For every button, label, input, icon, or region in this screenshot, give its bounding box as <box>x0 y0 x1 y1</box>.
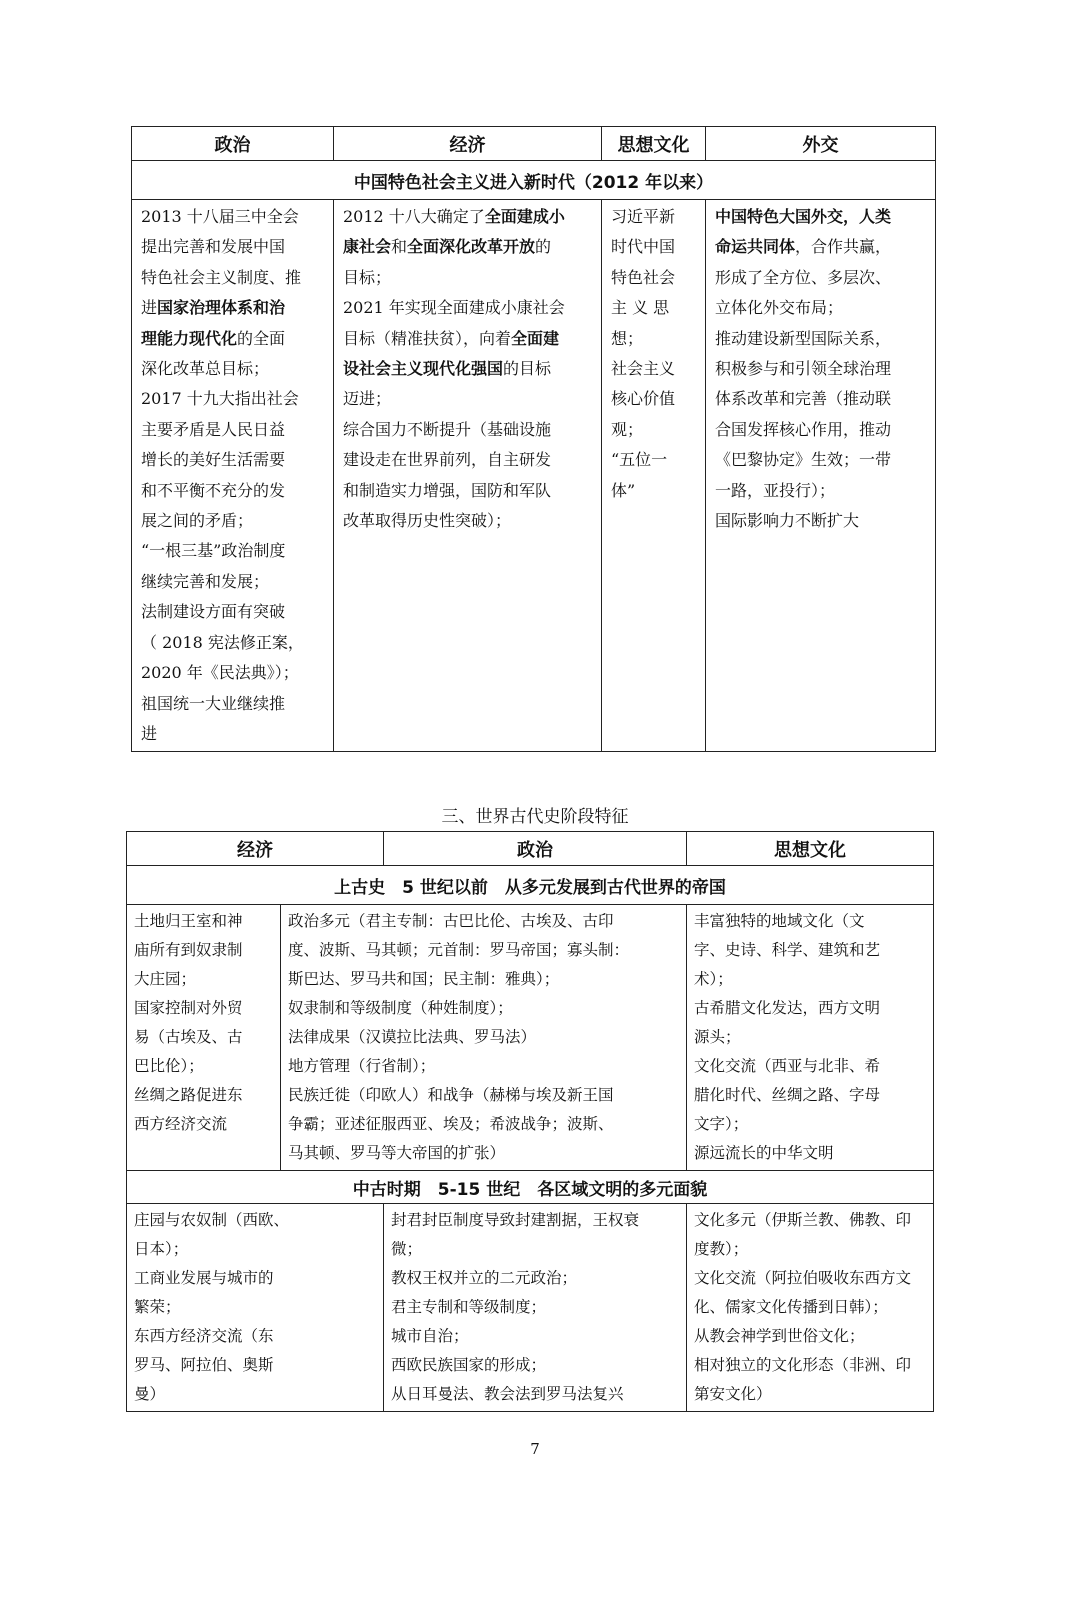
content-row <box>132 200 936 752</box>
ancient-world-table <box>126 831 934 1412</box>
text-line: 迈进； <box>343 389 392 409</box>
period-title: 上古史 5 世纪以前 从多元发展到古代世界的帝国 <box>127 866 934 905</box>
text-line: 庙所有到奴隶制 <box>134 941 243 959</box>
text-line: 2013 十八届三中全会 <box>141 207 299 226</box>
text-line: 奴隶制和等级制度（种姓制度）； <box>288 999 513 1017</box>
text-line: 体系改革和完善（推动联 <box>715 389 892 409</box>
text-line: 《巴黎协定》生效；一带 <box>715 450 892 470</box>
text-line: 字、史诗、科学、建筑和艺 <box>694 941 881 959</box>
text-line: 城市自治； <box>391 1327 469 1345</box>
text-line: 特色社会 <box>611 267 676 287</box>
text-line: 斯巴达、罗马共和国；民主制：雅典）； <box>288 970 560 988</box>
text-line: 一路，亚投行）； <box>715 480 836 500</box>
content-row <box>127 1204 934 1412</box>
text-line: 庄园与农奴制（西欧、 <box>134 1211 290 1229</box>
text-line: 想； <box>611 328 644 348</box>
text-line: 进 <box>141 723 158 743</box>
text-line: 理能力现代化的全面 <box>141 328 286 348</box>
text-line: 巴比伦）； <box>134 1057 204 1075</box>
text-line: 和不平衡不充分的发 <box>141 480 286 500</box>
text-line: 主 义 思 <box>611 298 670 318</box>
content-row <box>127 905 934 1171</box>
new-era-table <box>131 126 936 752</box>
text-line: “五位一 <box>611 450 668 470</box>
text-line: 继续完善和发展； <box>141 571 270 591</box>
text-line: 2012 十八大确定了全面建成小 <box>343 207 565 226</box>
text-line: 法制建设方面有突破 <box>141 602 286 622</box>
col-header-politics: 政治 <box>384 832 687 866</box>
text-line: 特色社会主义制度、推 <box>141 267 302 287</box>
text-line: 教权王权并立的二元政治； <box>391 1269 578 1287</box>
text-line: 改革取得历史性突破）； <box>343 511 512 531</box>
period-title: 中古时期 5-15 世纪 各区域文明的多元面貌 <box>127 1171 934 1204</box>
text-line: 核心价值 <box>611 389 676 409</box>
page-number: 7 <box>530 1440 540 1458</box>
text-line: 目标； <box>343 267 392 287</box>
text-line: 第安文化） <box>694 1385 772 1403</box>
text-line: （ 2018 宪法修正案， <box>141 632 304 652</box>
text-line: 展之间的矛盾； <box>141 511 254 531</box>
text-line: 习近平新 <box>611 207 676 226</box>
text-line: 综合国力不断提升（基础设施 <box>343 419 552 439</box>
col-header-economy: 经济 <box>127 832 384 866</box>
text-line: 建设走在世界前列，自主研发 <box>343 450 552 470</box>
text-line: 增长的美好生活需要 <box>141 450 286 470</box>
header-row <box>127 832 934 866</box>
economy-cell <box>127 905 281 1171</box>
text-line: 提出完善和发展中国 <box>141 237 286 257</box>
period-row <box>132 161 936 200</box>
politics-cell <box>132 200 334 752</box>
text-line: 文化多元（伊斯兰教、佛教、印 <box>694 1211 912 1229</box>
text-line: 曼） <box>134 1385 166 1403</box>
text-line: 国家控制对外贸 <box>134 999 243 1017</box>
text-line: 2017 十九大指出社会 <box>141 389 299 409</box>
text-line: 法律成果（汉谟拉比法典、罗马法） <box>288 1028 537 1046</box>
politics-cell <box>281 905 687 1171</box>
economy-cell <box>334 200 602 752</box>
text-line: 君主专制和等级制度； <box>391 1298 547 1316</box>
text-line: 2021 年实现全面建成小康社会 <box>343 298 565 318</box>
col-header-politics: 政治 <box>132 127 334 161</box>
text-line: 康社会和全面深化改革开放的 <box>343 237 552 257</box>
text-line: 争霸；亚述征服西亚、埃及；希波战争；波斯、 <box>288 1115 614 1133</box>
text-line: 古希腊文化发达，西方文明 <box>694 999 881 1017</box>
text-line: 目标（精准扶贫），向着全面建 <box>343 328 560 348</box>
text-line: 和制造实力增强，国防和军队 <box>343 480 552 500</box>
text-line: 文字）； <box>694 1115 749 1133</box>
section-title: 三、世界古代史阶段特征 <box>441 807 629 827</box>
text-line: 命运共同体，合作共赢， <box>715 237 892 257</box>
text-line: 罗马、阿拉伯、奥斯 <box>134 1356 274 1374</box>
col-header-culture: 思想文化 <box>602 127 706 161</box>
text-line: 丰富独特的地域文化（文 <box>694 912 865 930</box>
text-line: 封君封臣制度导致封建割据，王权衰 <box>391 1211 640 1229</box>
col-header-economy: 经济 <box>334 127 602 161</box>
text-line: 祖国统一大业继续推 <box>141 693 286 713</box>
text-line: 深化改革总目标； <box>141 359 270 379</box>
text-line: 体” <box>611 480 636 500</box>
politics-cell <box>384 1204 687 1412</box>
text-line: 国际影响力不断扩大 <box>715 511 860 531</box>
diplomacy-cell <box>706 200 936 752</box>
text-line: 源头； <box>694 1028 741 1046</box>
text-line: 地方管理（行省制）； <box>288 1057 436 1075</box>
text-line: 术）； <box>694 970 733 988</box>
text-line: 大庄园； <box>134 970 197 988</box>
text-line: 从教会神学到世俗文化； <box>694 1327 865 1345</box>
text-line: 政治多元（君主专制：古巴比伦、古埃及、古印 <box>288 912 614 930</box>
text-line: “一根三基”政治制度 <box>141 541 286 561</box>
text-line: 进国家治理体系和治 <box>141 298 286 318</box>
text-line: 土地归王室和神 <box>134 912 243 930</box>
period-title: 中国特色社会主义进入新时代（2012 年以来） <box>132 161 936 200</box>
text-line: 微； <box>391 1240 423 1258</box>
text-line: 形成了全方位、多层次、 <box>715 267 892 287</box>
text-line: 从日耳曼法、教会法到罗马法复兴 <box>391 1385 624 1403</box>
col-header-diplomacy: 外交 <box>706 127 936 161</box>
text-line: 度教）； <box>694 1240 749 1258</box>
culture-cell <box>687 1204 934 1412</box>
text-line: 源远流长的中华文明 <box>694 1144 834 1162</box>
text-line: 繁荣； <box>134 1298 181 1316</box>
text-line: 积极参与和引领全球治理 <box>715 359 892 379</box>
header-row <box>132 127 936 161</box>
text-line: 立体化外交布局； <box>715 298 844 318</box>
text-line: 日本）； <box>134 1240 189 1258</box>
text-line: 西欧民族国家的形成； <box>391 1356 547 1374</box>
text-line: 丝绸之路促进东 <box>134 1086 243 1104</box>
col-header-culture: 思想文化 <box>687 832 934 866</box>
text-line: 中国特色大国外交，人类 <box>715 207 892 226</box>
period-row <box>127 866 934 905</box>
text-line: 度、波斯、马其顿；元首制：罗马帝国；寡头制： <box>288 941 630 959</box>
economy-cell <box>127 1204 384 1412</box>
culture-cell <box>687 905 934 1171</box>
text-line: 民族迁徙（印欧人）和战争（赫梯与埃及新王国 <box>288 1086 614 1104</box>
text-line: 化、儒家文化传播到日韩）； <box>694 1298 888 1316</box>
text-line: 东西方经济交流（东 <box>134 1327 274 1345</box>
text-line: 社会主义 <box>611 359 676 379</box>
text-line: 易（古埃及、古 <box>134 1028 243 1046</box>
text-line: 文化交流（阿拉伯吸收东西方文 <box>694 1269 912 1287</box>
period-row <box>127 1171 934 1204</box>
text-line: 西方经济交流 <box>134 1115 228 1133</box>
text-line: 工商业发展与城市的 <box>134 1269 274 1287</box>
text-line: 2020 年《民法典》）； <box>141 663 299 683</box>
text-line: 文化交流（西亚与北非、希 <box>694 1057 881 1075</box>
text-line: 观； <box>611 419 644 439</box>
text-line: 马其顿、罗马等大帝国的扩张） <box>288 1144 506 1162</box>
text-line: 设社会主义现代化强国的目标 <box>343 359 552 379</box>
culture-cell <box>602 200 706 752</box>
text-line: 主要矛盾是人民日益 <box>141 419 286 439</box>
text-line: 腊化时代、丝绸之路、字母 <box>694 1086 881 1104</box>
text-line: 相对独立的文化形态（非洲、印 <box>694 1356 912 1374</box>
text-line: 合国发挥核心作用，推动 <box>715 419 892 439</box>
text-line: 推动建设新型国际关系， <box>715 328 892 348</box>
text-line: 时代中国 <box>611 237 676 257</box>
